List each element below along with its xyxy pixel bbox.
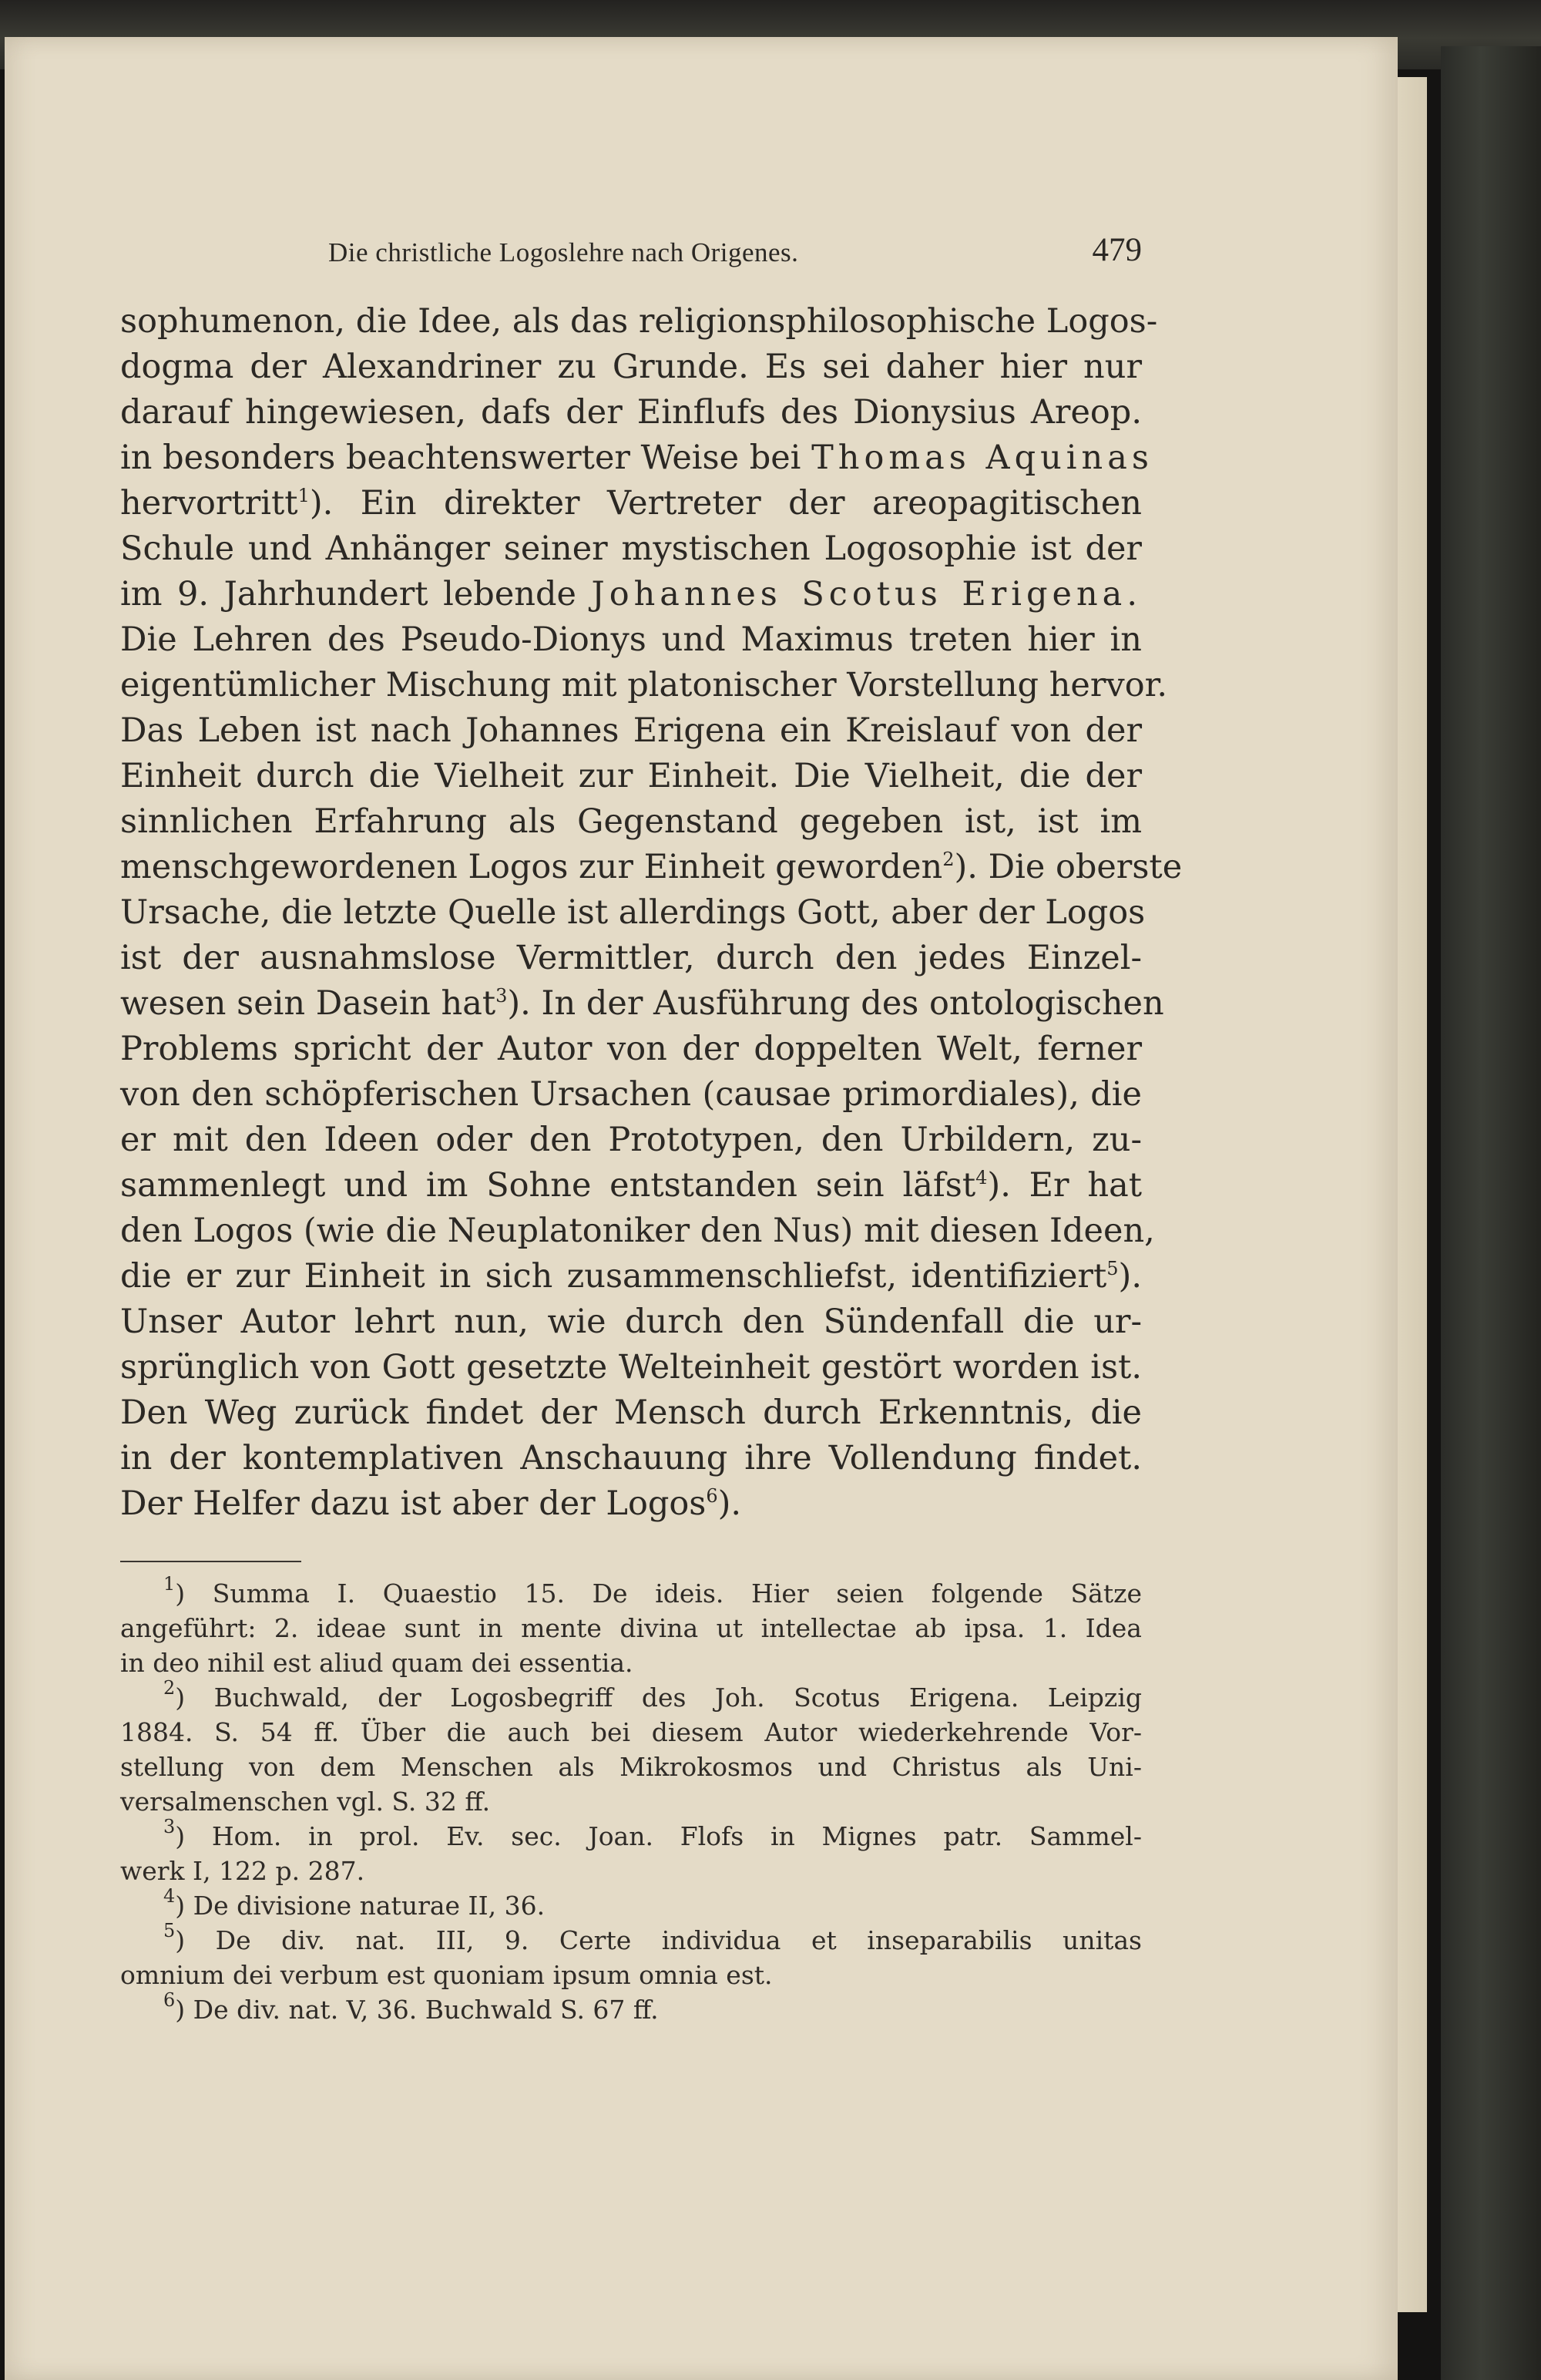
footnote-line: in deo nihil est aliud quam dei essentia. bbox=[120, 1648, 633, 1678]
footnote-2 bbox=[120, 1677, 1142, 1715]
footnote-text: ) De div. nat. V, 36. Buchwald S. 67 ff. bbox=[175, 1995, 659, 2025]
footnote-line: 1884. S. 54 ff. Über die auch bei diesem Autor wiederkehrende Vor- bbox=[120, 1717, 1142, 1747]
text-line: in der kontemplativen Anschauung ihre Vollendung findet. bbox=[120, 1439, 1142, 1477]
text-line bbox=[120, 981, 1164, 1027]
footnote-4 bbox=[120, 1885, 1142, 1923]
text-segment: ). Ein direkter Vertreter der areopagitischen bbox=[309, 484, 1142, 523]
text-line bbox=[120, 572, 1142, 617]
text-segment: wesen sein Dasein hat bbox=[120, 984, 496, 1023]
text-line: sophumenon, die Idee, als das religionsphilosophische Logos- bbox=[120, 302, 1158, 341]
footnote-1 bbox=[120, 1573, 1142, 1611]
text-segment: menschgewordenen Logos zur Einheit geworden bbox=[120, 848, 943, 886]
text-line bbox=[120, 1254, 1142, 1299]
text-segment: ). bbox=[717, 1484, 742, 1523]
text-line: sprünglich von Gott gesetzte Welteinheit gestört worden ist. bbox=[120, 1348, 1142, 1387]
footnotes bbox=[120, 1573, 1142, 2027]
footnote-ref: 1 bbox=[297, 485, 310, 506]
text-line: ist der ausnahmslose Vermittler, durch den jedes Einzel- bbox=[120, 939, 1142, 977]
text-line: von den schöpferischen Ursachen (causae primordiales), die bbox=[120, 1075, 1142, 1114]
text-line: eigentümlicher Mischung mit platonischer Vorstellung hervor. bbox=[120, 666, 1168, 704]
footnote-ref: 3 bbox=[495, 985, 508, 1007]
page-number: 479 bbox=[1092, 232, 1142, 268]
footnote-marker: 4 bbox=[163, 1885, 176, 1907]
text-segment: ). Die oberste bbox=[954, 848, 1183, 886]
footnote-marker: 2 bbox=[163, 1677, 176, 1699]
footnote-line: werk I, 122 p. 287. bbox=[120, 1856, 365, 1886]
text-segment: ). In der Ausführung des ontologischen bbox=[507, 984, 1164, 1023]
footnote-ref: 6 bbox=[706, 1485, 718, 1507]
text-line bbox=[120, 1163, 1142, 1208]
footnote-5 bbox=[120, 1920, 1142, 1958]
text-segment: die er zur Einheit in sich zusammenschliefst, identifiziert bbox=[120, 1257, 1107, 1296]
name-thomas-aquinas: Thomas Aquinas bbox=[811, 439, 1153, 477]
text-segment: Der Helfer dazu ist aber der Logos bbox=[120, 1484, 707, 1523]
footnote-text: ) Buchwald, der Logosbegriff des Joh. Scotus Erigena. Leipzig bbox=[175, 1682, 1142, 1713]
footnote-3 bbox=[120, 1816, 1142, 1854]
page-content bbox=[120, 230, 1183, 2027]
footnote-line: versalmenschen vgl. S. 32 ff. bbox=[120, 1787, 491, 1817]
footnote-marker: 6 bbox=[163, 1989, 176, 2011]
text-segment: hervortritt bbox=[120, 484, 298, 523]
text-line: Einheit durch die Vielheit zur Einheit. Die Vielheit, die der bbox=[120, 757, 1142, 795]
footnote-marker: 3 bbox=[163, 1816, 176, 1837]
text-line bbox=[120, 481, 1142, 526]
footnote-ref: 2 bbox=[942, 849, 955, 870]
text-segment: im 9. Jahrhundert lebende bbox=[120, 575, 592, 613]
text-line: Das Leben ist nach Johannes Erigena ein Kreislauf von der bbox=[120, 711, 1142, 750]
footnote-divider bbox=[120, 1561, 301, 1562]
footnote-6 bbox=[120, 1989, 1142, 2027]
text-segment: in besonders beachtenswerter Weise bei bbox=[120, 439, 812, 477]
text-line: sinnlichen Erfahrung als Gegenstand gegeben ist, ist im bbox=[120, 802, 1142, 841]
text-line: darauf hingewiesen, dafs der Einflufs des Dionysius Areop. bbox=[120, 393, 1142, 432]
text-line: Schule und Anhänger seiner mystischen Logosophie ist der bbox=[120, 529, 1142, 568]
text-line: er mit den Ideen oder den Prototypen, den Urbildern, zu- bbox=[120, 1121, 1142, 1159]
book-page bbox=[5, 37, 1398, 2380]
running-title: Die christliche Logoslehre nach Origenes. bbox=[328, 237, 799, 267]
footnote-ref: 4 bbox=[975, 1167, 988, 1188]
main-text bbox=[120, 299, 1183, 1527]
footnote-line: angeführt: 2. ideae sunt in mente divina ut intellectae ab ipsa. 1. Idea bbox=[120, 1613, 1142, 1643]
footnote-line: omnium dei verbum est quoniam ipsum omnia est. bbox=[120, 1960, 773, 1990]
footnote-text: ) De divisione naturae II, 36. bbox=[175, 1891, 546, 1921]
text-line: Die Lehren des Pseudo-Dionys und Maximus treten hier in bbox=[120, 620, 1142, 659]
text-line: Unser Autor lehrt nun, wie durch den Sündenfall die ur- bbox=[120, 1303, 1142, 1341]
text-segment: ). bbox=[1118, 1257, 1142, 1296]
text-line bbox=[120, 845, 1183, 890]
text-line: Den Weg zurück findet der Mensch durch Erkenntnis, die bbox=[120, 1393, 1142, 1432]
text-segment: ). Er hat bbox=[987, 1166, 1142, 1205]
book-cover-right bbox=[1441, 46, 1541, 2380]
text-line bbox=[120, 1481, 1142, 1527]
footnote-marker: 5 bbox=[163, 1920, 176, 1941]
text-line: dogma der Alexandriner zu Grunde. Es sei daher hier nur bbox=[120, 348, 1142, 386]
footnote-text: ) Summa I. Quaestio 15. De ideis. Hier seien folgende Sätze bbox=[175, 1578, 1142, 1609]
text-line: den Logos (wie die Neuplatoniker den Nus) mit diesen Ideen, bbox=[120, 1212, 1155, 1250]
footnote-marker: 1 bbox=[163, 1573, 176, 1595]
text-segment: sammenlegt und im Sohne entstanden sein läfst bbox=[120, 1166, 976, 1205]
footnote-ref: 5 bbox=[1106, 1258, 1119, 1279]
text-line: Problems spricht der Autor von der doppelten Welt, ferner bbox=[120, 1030, 1142, 1068]
name-johannes-scotus-erigena: Johannes Scotus Erigena. bbox=[591, 575, 1142, 613]
page-header bbox=[120, 230, 1142, 284]
footnote-text: ) De div. nat. III, 9. Certe individua et inseparabilis unitas bbox=[175, 1925, 1142, 1955]
footnote-text: ) Hom. in prol. Ev. sec. Joan. Flofs in Mignes patr. Sammel- bbox=[175, 1821, 1142, 1851]
footnote-line: stellung von dem Menschen als Mikrokosmos und Christus als Uni- bbox=[120, 1752, 1142, 1782]
text-line bbox=[120, 435, 1153, 481]
text-line: Ursache, die letzte Quelle ist allerdings Gott, aber der Logos bbox=[120, 893, 1146, 932]
